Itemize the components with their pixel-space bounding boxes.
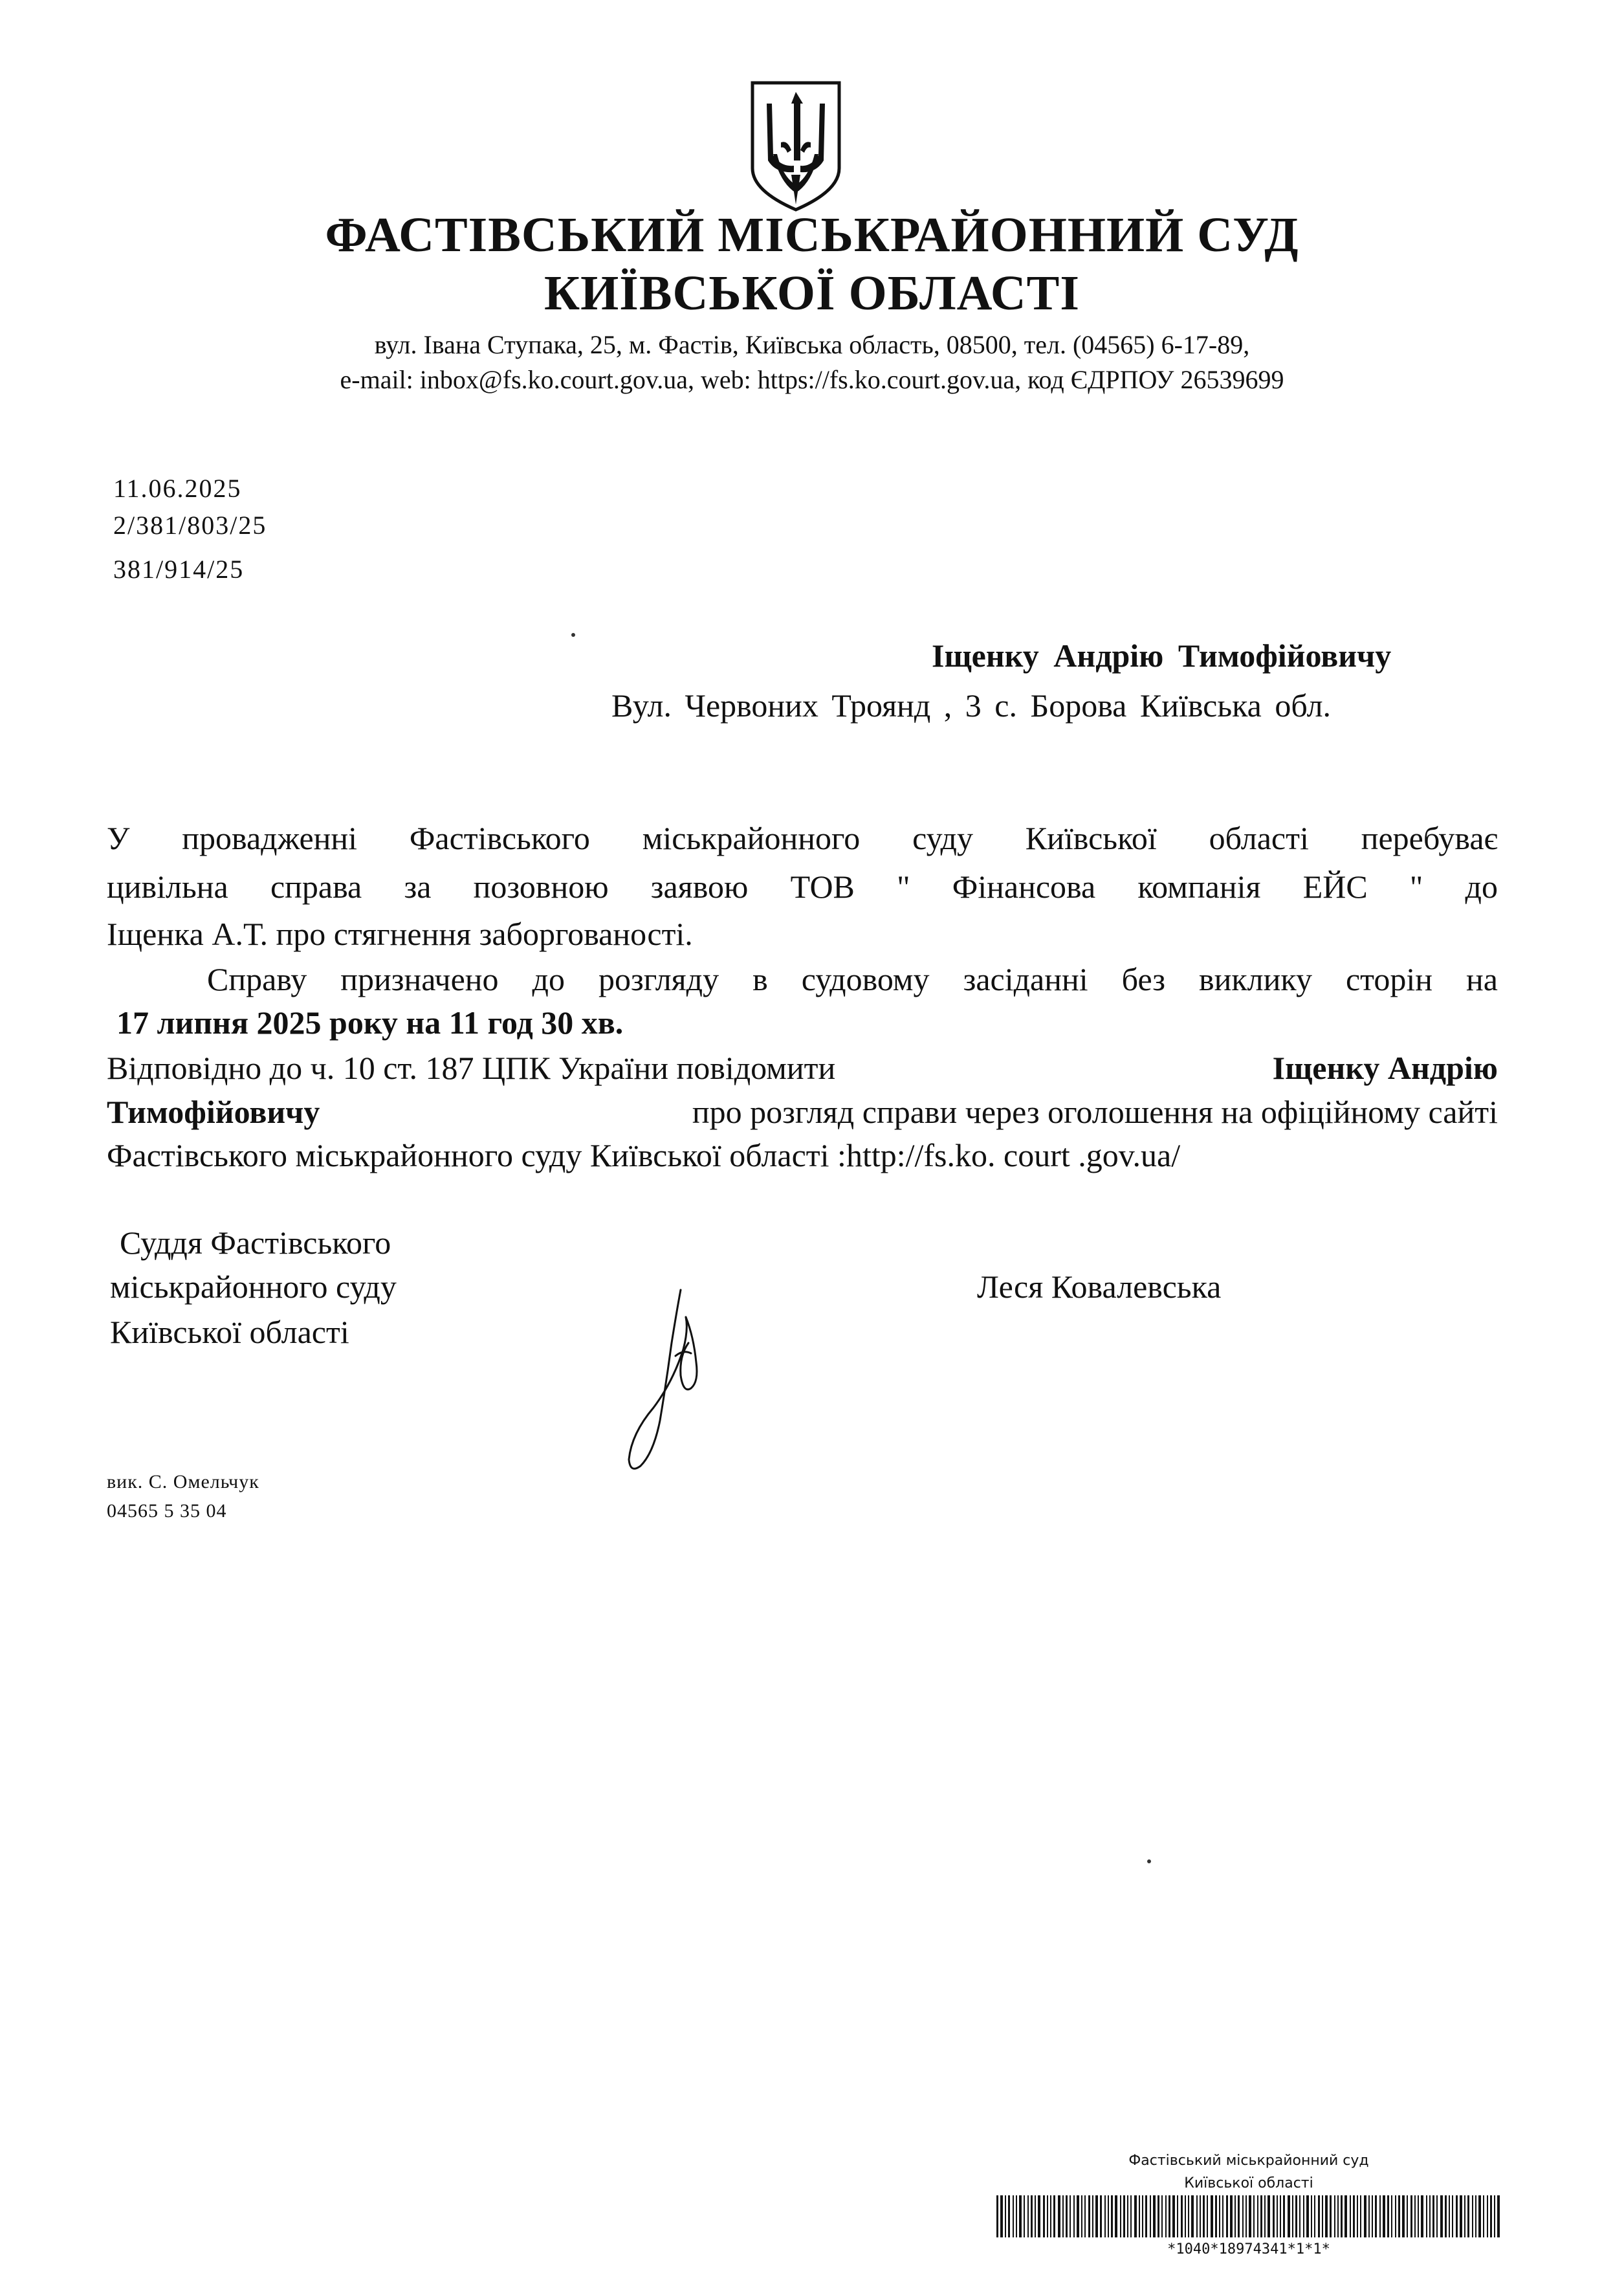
stamp-court-name: Фастівський міськрайонний суд (1128, 2153, 1369, 2169)
hearing-datetime: 17 липня 2025 року на 11 год 30 хв. (116, 1004, 624, 1041)
scan-speck (571, 633, 575, 637)
barcode (996, 2195, 1501, 2237)
trident-icon (747, 78, 844, 214)
body-paragraph3-line3: Фастівського міськрайонного суду Київської області :http://fs.ko. court .gov.ua/ (107, 1137, 1181, 1173)
handwritten-signature (621, 1285, 731, 1479)
body-paragraph1-line3: Іщенка А.Т. про стягнення заборгованості. (107, 916, 693, 952)
outgoing-number: 2/381/803/25 (113, 511, 267, 540)
stamp-region: Київської області (1184, 2175, 1313, 2191)
judge-name: Леся Ковалевська (977, 1269, 1222, 1305)
body-paragraph3-line2 (107, 1096, 1498, 1128)
court-contacts: e-mail: inbox@fs.ko.court.gov.ua, web: https://fs.ko.court.gov.ua, код ЄДРПОУ 26539699 (340, 365, 1284, 394)
barcode-number: *1040*18974341*1*1* (1167, 2241, 1330, 2257)
recipient-name: Іщенку Андрію Тимофійовичу (932, 638, 1392, 674)
body-paragraph2-line1: Справу призначено до розгляду в судовому засіданні без виклику сторін на (207, 961, 1498, 997)
letter-date: 11.06.2025 (113, 474, 242, 503)
executor-phone: 04565 5 35 04 (107, 1500, 227, 1522)
body-paragraph1-line2: цивільна справа за позовною заявою ТОВ " Фінансова компанія ЕЙС " до (107, 869, 1498, 905)
judge-title-line3: Київської області (110, 1314, 349, 1350)
body-paragraph1-line1: У провадженні Фастівського міськрайонного суду Київської області перебуває (107, 820, 1498, 856)
judge-title-line2: міськрайонного суду (110, 1269, 397, 1305)
court-name-line2: КИЇВСЬКОЇ ОБЛАСТІ (544, 266, 1080, 320)
notice-text: Відповідно до ч. 10 ст. 187 ЦПК України повідомити (107, 1050, 836, 1086)
executor-name: вик. С. Омельчук (107, 1471, 259, 1492)
notice-recipient-patronymic: Тимофійовичу (107, 1094, 320, 1130)
scan-speck (1147, 1859, 1151, 1863)
body-paragraph3-line1 (107, 1052, 1498, 1084)
court-name-line1: ФАСТІВСЬКИЙ МІСЬКРАЙОННИЙ СУД (325, 208, 1299, 262)
notice-recipient-name: Іщенку Андрію (1272, 1050, 1498, 1086)
judge-title-line1: Суддя Фастівського (120, 1225, 391, 1261)
court-address: вул. Івана Ступака, 25, м. Фастів, Київська область, 08500, тел. (04565) 6-17-89, (374, 330, 1250, 359)
case-number: 381/914/25 (113, 555, 245, 584)
notice-text-cont: про розгляд справи через оголошення на офіційному сайті (692, 1094, 1498, 1130)
recipient-address: Вул. Червоних Троянд , 3 с. Борова Київська обл. (611, 687, 1332, 724)
